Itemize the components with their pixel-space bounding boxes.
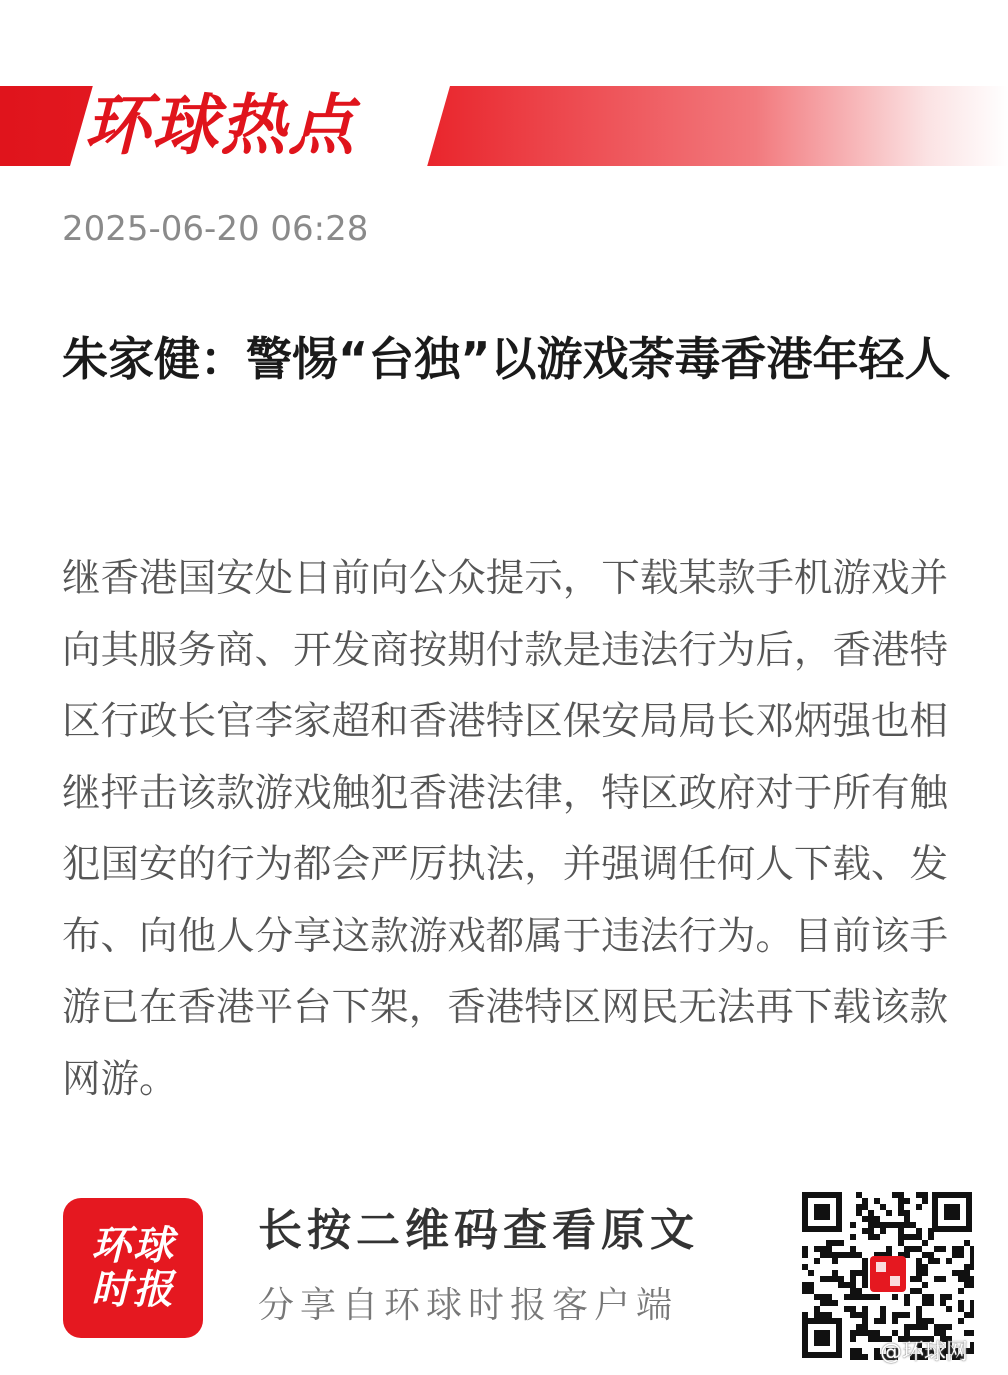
banner-title: 环球热点 [84, 87, 356, 164]
qr-instruction: 长按二维码查看原文 [258, 1205, 699, 1256]
app-logo-text-line2: 时报 [91, 1266, 175, 1313]
publish-date: 2025-06-20 06:28 [62, 209, 369, 249]
qr-center-logo-icon [870, 1256, 906, 1292]
app-logo-text-line1: 环球 [91, 1222, 175, 1269]
app-logo [63, 1198, 203, 1338]
article-body: 继香港国安处日前向公众提示，下载某款手机游戏并向其服务商、开发商按期付款是违法行为后，香港特区行政长官李家超和香港特区保安局局长邓炳强也相继抨击该款游戏触犯香港法律，特区政府对于所有触犯国安的行为都会严厉执法，并强调任何人下载、发布、向他人分享这款游戏都属于违法行为。目前该手游已在香港平台下架，香港特区网民无法再下载该款网游。 [62, 556, 948, 1102]
qr-code[interactable] [800, 1190, 974, 1360]
share-source: 分享自环球时报客户端 [258, 1285, 679, 1326]
article-title: 朱家健：警惕“台独”以游戏荼毒香港年轻人 [62, 332, 951, 386]
weibo-watermark: @环球网 [880, 1340, 969, 1365]
